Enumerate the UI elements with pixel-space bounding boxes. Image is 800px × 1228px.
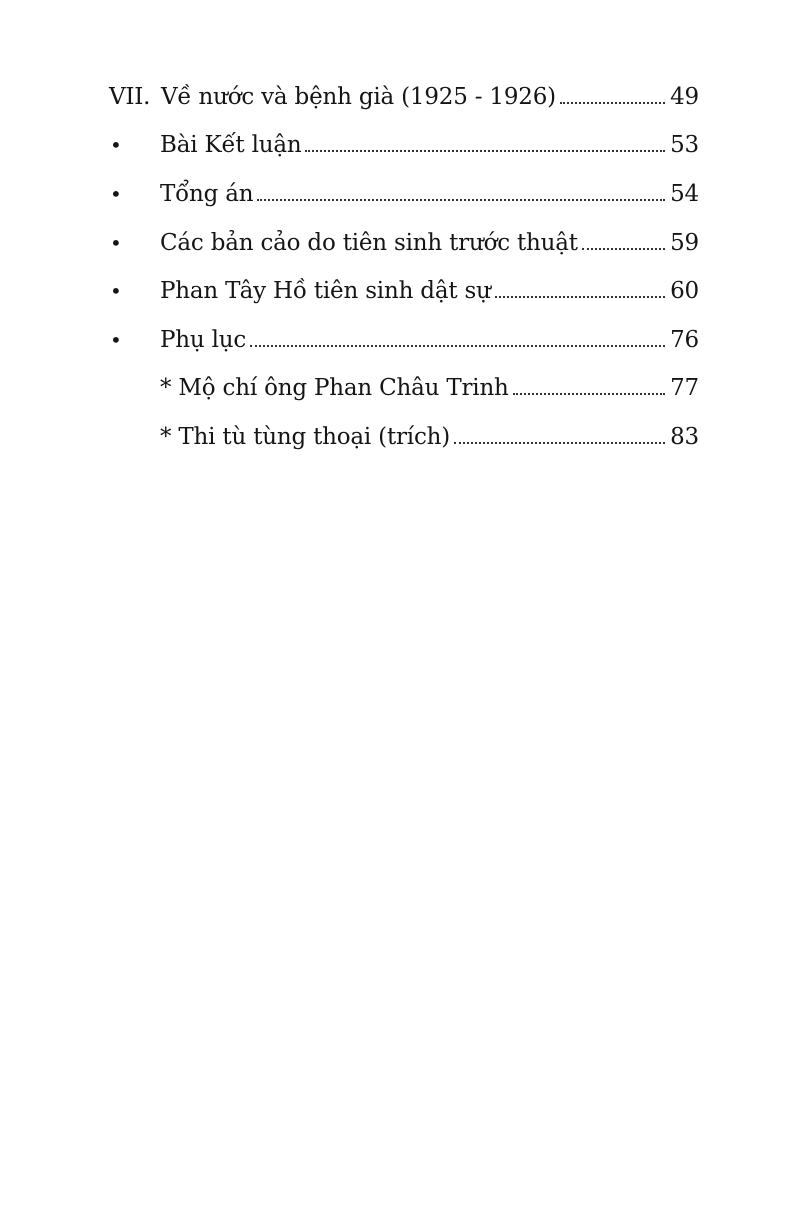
toc-entry-title: Phan Tây Hồ tiên sinh dật sự (160, 276, 495, 306)
toc-entry-page-number: 76 (670, 327, 699, 353)
toc-entry[interactable] (0, 218, 800, 258)
bullet-icon: • (110, 182, 122, 206)
toc-entry-line (160, 218, 699, 258)
dot-leader (305, 150, 665, 152)
toc-entry-page-number: 59 (670, 230, 699, 256)
toc-entry-title: Tổng án (160, 179, 257, 209)
toc-entry-page-number: 49 (670, 84, 699, 110)
toc-entry-line (161, 72, 699, 112)
toc-entry[interactable] (0, 266, 800, 306)
dot-leader (257, 199, 665, 201)
toc-entry-page-number: 53 (670, 132, 699, 158)
toc-entry[interactable] (0, 315, 800, 355)
toc-entry-line (160, 266, 699, 306)
bullet-icon: • (110, 133, 122, 157)
toc-subentry[interactable] (0, 412, 800, 452)
dot-leader (513, 393, 665, 395)
dot-leader (582, 248, 665, 250)
dot-leader (560, 102, 665, 104)
toc-subentry-title: * Thi tù tùng thoại (trích) (160, 422, 454, 452)
toc-entry[interactable] (0, 120, 800, 160)
toc-entry-title: Phụ lục (160, 325, 250, 355)
toc-entry-page-number: 77 (670, 375, 699, 401)
toc-entry-page-number: 83 (670, 424, 699, 450)
dot-leader (454, 442, 665, 444)
dot-leader (250, 345, 665, 347)
toc-entry-line (160, 120, 699, 160)
toc-entry-title: Về nước và bệnh già (1925 - 1926) (161, 82, 560, 112)
toc-subentry-title: * Mộ chí ông Phan Châu Trinh (160, 373, 513, 403)
toc-subentry[interactable] (0, 363, 800, 403)
toc-entry-line (160, 169, 699, 209)
bullet-icon: • (110, 279, 122, 303)
toc-entry-title: Bài Kết luận (160, 130, 305, 160)
toc-entry-numeral: VII. (109, 84, 151, 110)
toc-entry-title: Các bản cảo do tiên sinh trước thuật (160, 228, 582, 258)
bullet-icon: • (110, 328, 122, 352)
toc-entry[interactable] (0, 169, 800, 209)
toc-entry[interactable] (0, 72, 800, 112)
toc-entry-page-number: 60 (670, 278, 699, 304)
toc-entry-line (160, 363, 699, 403)
dot-leader (495, 296, 665, 298)
toc-entry-line (160, 412, 699, 452)
bullet-icon: • (110, 231, 122, 255)
toc-entry-line (160, 315, 699, 355)
toc-entry-page-number: 54 (670, 181, 699, 207)
